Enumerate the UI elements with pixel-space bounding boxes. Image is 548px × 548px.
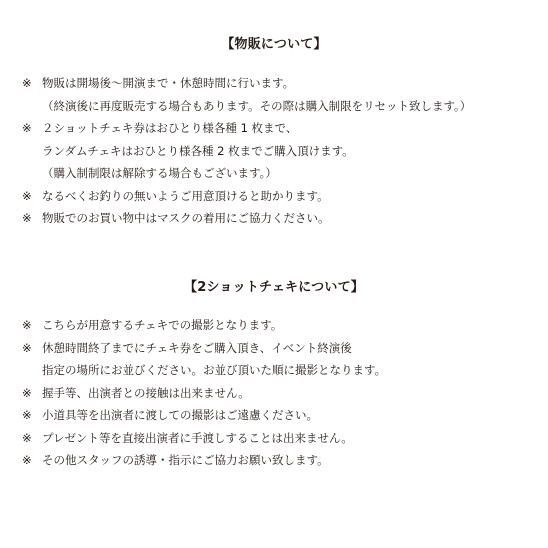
note-line: ２ショットチェキ券はおひとり様各種 1 枚まで、 [42,121,298,135]
note-item [22,314,532,337]
note-mark: ※ [22,188,32,203]
note-line: （終演後に再度販売する場合もあります。その際は購入制限をリセット致します。） [42,98,472,113]
note-item [22,382,532,405]
note-item [22,404,532,427]
note-mark: ※ [22,318,32,332]
note-mark: ※ [22,76,32,90]
merchandise-section [0,36,548,225]
note-line: 握手等、出演者との接触は出来ません。 [42,385,250,400]
note-item [22,427,532,450]
cheki-notes [22,314,532,472]
note-mark: ※ [22,453,32,467]
note-line: 物販は開場後〜開演まで・休憩時間に行います。 [42,76,295,90]
note-item [22,117,532,185]
cheki-section [0,279,548,467]
note-line: 休憩時間終了までにチェキ券をご購入頂き、イベント終演後 [42,340,352,355]
note-line: ランダムチェキはおひとり様各種 2 枚までご購入頂けます。 [42,143,354,158]
note-mark: ※ [22,340,32,355]
merchandise-heading: 【物販について】 [221,37,327,52]
note-mark: ※ [22,408,32,422]
note-item [22,72,532,117]
cheki-heading: 【2ショットチェキについて】 [184,280,364,295]
note-line: （購入制制限は解除する場合もございます。） [42,166,277,180]
note-item [22,185,532,208]
note-mark: ※ [22,121,32,135]
note-line: 物販でのお買い物中はマスクの着用にご協力ください。 [42,211,330,225]
note-line: こちらが用意するチェキでの撮影となります。 [42,318,283,332]
note-mark: ※ [22,385,32,400]
note-line: なるべくお釣りの無いようご用意頂けると助かります。 [42,188,329,203]
note-mark: ※ [22,430,32,445]
note-item [22,207,532,230]
note-line: 指定の場所にお並びください。お並び頂いた順に撮影となります。 [42,363,387,377]
note-line: プレゼント等を直接出演者に手渡しすることは出来ません。 [42,430,353,445]
note-item [22,337,532,382]
note-item [22,449,532,472]
merchandise-notes [22,72,532,230]
note-line: その他スタッフの誘導・指示にご協力お願い致します。 [42,453,329,467]
note-mark: ※ [22,211,32,225]
note-line: 小道具等を出演者に渡しての撮影はご遠慮ください。 [42,408,318,422]
